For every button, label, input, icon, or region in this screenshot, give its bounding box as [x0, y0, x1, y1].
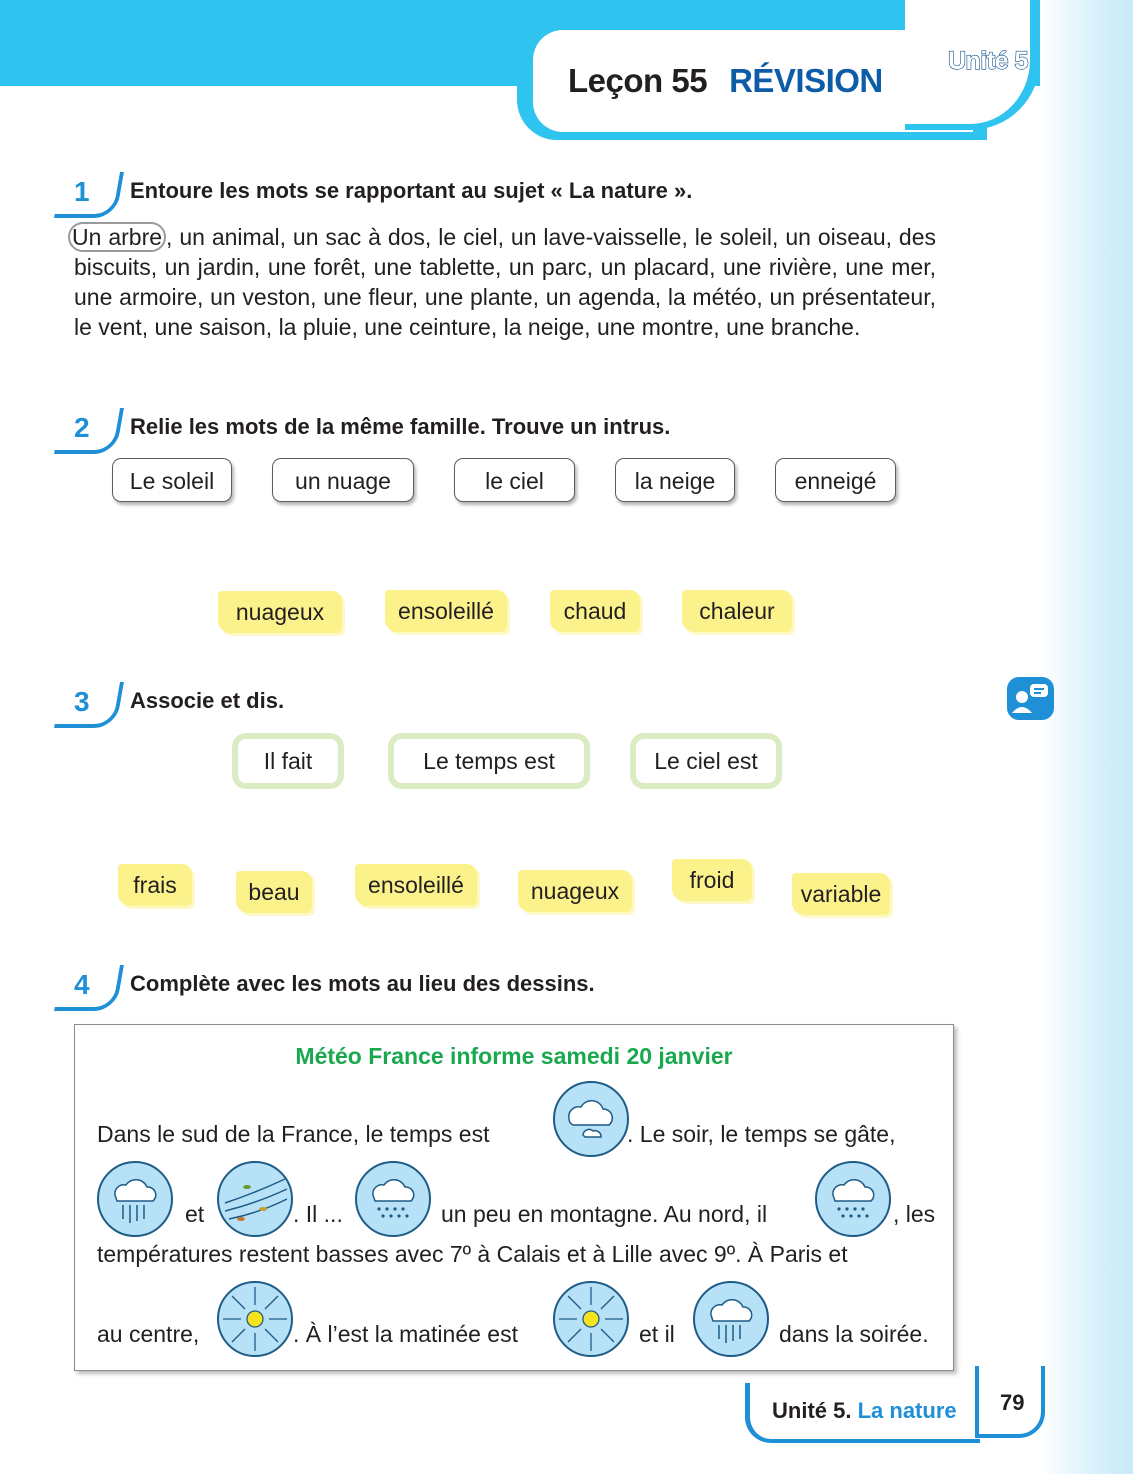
footer-unit-title — [772, 1398, 957, 1424]
circled-word: Un arbre — [68, 222, 166, 252]
exercise-number: 1 — [74, 176, 90, 207]
weather-report-box — [74, 1024, 954, 1371]
cloudy-icon — [553, 1081, 629, 1157]
report-text: . Il ... — [293, 1201, 343, 1227]
exercise-2-instruction: Relie les mots de la même famille. Trouve un intrus. — [130, 414, 671, 439]
exercise-3-instruction: Associe et dis. — [130, 688, 285, 713]
exercise-1-instruction: Entoure les mots se rapportant au sujet « La nature ». — [130, 178, 693, 203]
exercise-1-word-list — [74, 222, 936, 342]
word-box[interactable]: Le soleil — [112, 458, 232, 502]
word-box[interactable]: enneigé — [775, 458, 896, 502]
footer-unit-label: Unité 5. — [772, 1398, 852, 1423]
margin-strip — [1040, 0, 1133, 1474]
sun-icon — [217, 1281, 293, 1357]
exercise-number: 4 — [74, 969, 90, 1000]
highlight-word[interactable]: ensoleillé — [385, 590, 507, 632]
unit-badge-word: Unité — [948, 47, 1008, 75]
exercise-4-instruction: Complète avec les mots au lieu des dessins. — [130, 971, 595, 996]
rain-icon — [693, 1281, 769, 1357]
report-line-1 — [97, 1121, 935, 1148]
word-list-text: , un animal, un sac à dos, le ciel, un lave-vaisselle, le soleil, un oiseau, des biscuits, un jardin, une forêt, une tablette, un parc, un placard, une rivière, une mer, une armoire, un veston, une fleur, une plante, un agenda, la météo, un présentateur, le vent, une saison, la pluie, une ceinture, la neige, une montre, une branche. — [74, 224, 937, 340]
weather-word[interactable]: variable — [792, 873, 890, 915]
revision-label: RÉVISION — [729, 62, 883, 99]
lesson-label: Leçon 55 — [568, 62, 708, 99]
weather-word[interactable]: beau — [236, 871, 312, 913]
word-box[interactable]: un nuage — [272, 458, 414, 502]
report-text: un peu en montagne. Au nord, il — [441, 1201, 768, 1227]
page-number: 79 — [1000, 1390, 1025, 1415]
exercise-4-number — [58, 965, 108, 1009]
footer-unit-name: La nature — [857, 1398, 957, 1423]
report-line-3: températures restent basses avec 7º à Calais et à Lille avec 9º. À Paris et — [97, 1241, 848, 1267]
exercise-1-number — [58, 172, 108, 216]
snow-icon — [355, 1161, 431, 1237]
snow-icon — [815, 1161, 891, 1237]
word-box[interactable]: le ciel — [454, 458, 575, 502]
report-text: et il — [639, 1321, 675, 1347]
report-text: dans la soirée. — [779, 1321, 929, 1347]
starter-phrase[interactable]: Il fait — [232, 733, 344, 789]
rain-icon — [97, 1161, 173, 1237]
page-title — [568, 62, 883, 100]
report-text: . À l’est la matinée est — [293, 1321, 518, 1347]
highlight-word[interactable]: nuageux — [218, 591, 342, 633]
wind-icon — [217, 1161, 293, 1237]
report-text: et — [185, 1201, 205, 1227]
starter-phrase[interactable]: Le ciel est — [630, 733, 782, 789]
report-text: . Le soir, le temps se gâte, — [627, 1121, 896, 1147]
exercise-2-number — [58, 408, 108, 452]
report-text: , les — [893, 1201, 936, 1227]
weather-word[interactable]: ensoleillé — [355, 864, 477, 906]
report-text: au centre, — [97, 1321, 200, 1347]
starter-phrase[interactable]: Le temps est — [388, 733, 590, 789]
word-box[interactable]: la neige — [615, 458, 735, 502]
sun-icon — [553, 1281, 629, 1357]
highlight-word[interactable]: chaud — [550, 590, 640, 632]
exercise-3-number — [58, 682, 108, 726]
weather-report-title: Météo France informe samedi 20 janvier — [295, 1043, 733, 1069]
weather-word[interactable]: frais — [118, 864, 192, 906]
exercise-number: 3 — [74, 686, 90, 717]
weather-word[interactable]: nuageux — [518, 870, 632, 912]
weather-word[interactable]: froid — [672, 859, 752, 901]
unit-badge — [948, 47, 1028, 76]
unit-badge-number: 5 — [1014, 47, 1028, 75]
speaking-icon-glyph — [1007, 677, 1054, 720]
speaking-icon — [1007, 677, 1054, 720]
report-text: Dans le sud de la France, le temps est — [97, 1121, 490, 1147]
exercise-number: 2 — [74, 412, 90, 443]
highlight-word[interactable]: chaleur — [682, 590, 792, 632]
